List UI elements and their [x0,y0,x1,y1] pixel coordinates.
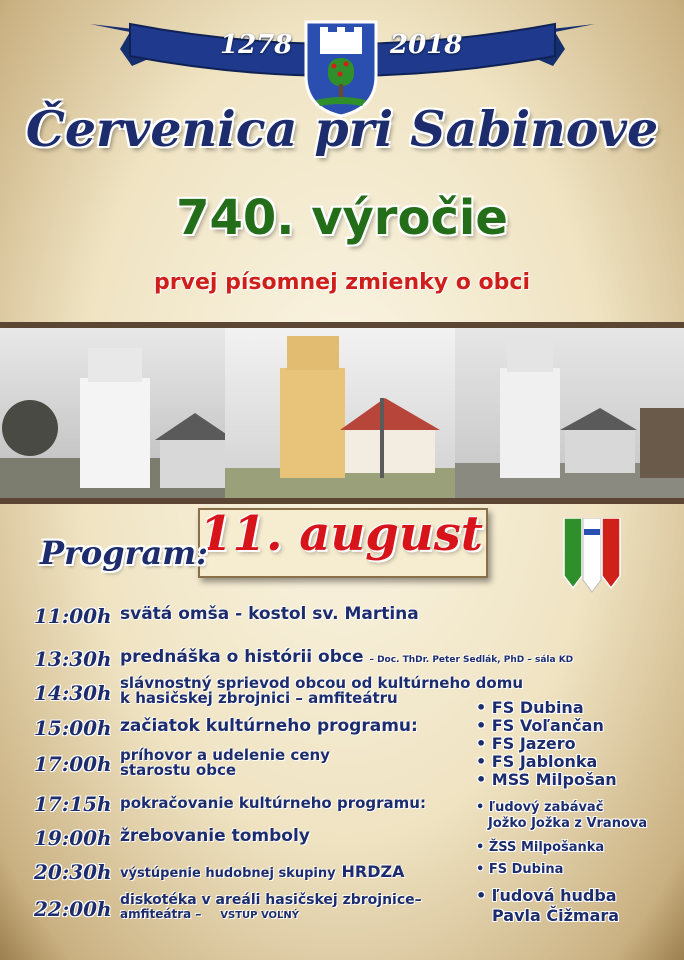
schedule-event [120,893,422,923]
schedule-event-detail: – Doc. ThDr. Peter Sedlák, PhD – sála KD [369,655,574,665]
program-label: Program: [40,534,208,572]
band-name: HRDZA [341,862,405,881]
schedule-event: svätá omša - kostol sv. Martina [120,604,419,624]
schedule-time: 22:00h [34,897,112,921]
schedule-event-line2: k hasičskej zbrojnici – amfiteátru [120,689,398,707]
schedule-event-line2: starostu obce [120,761,237,779]
schedule-event: pokračovanie kultúrneho programu: [120,794,426,812]
schedule-event: žrebovanie tomboly [120,826,310,846]
performer-group: • FS Voľančan [476,716,604,735]
performer-group-detail: Jožko Jožka z Vranova [488,816,648,831]
schedule-event [120,862,404,882]
schedule-event-title: prednáška o histórii obce [120,647,364,667]
schedule-event [120,647,573,667]
schedule-event-line1: slávnostný sprievod obcou od kultúrneho domu [120,674,524,692]
schedule-event [120,748,330,778]
schedule-time: 19:00h [34,826,112,850]
free-entry-note: VSTUP VOĽNÝ [220,910,300,921]
subtitle: prvej písomnej zmienky o obci [154,270,530,295]
schedule-event [120,676,523,706]
church-photo-bw-1 [0,328,235,498]
performer-group-detail: Pavla Čižmara [492,906,620,925]
schedule-time: 14:30h [34,681,112,705]
town-name-title: Červenica pri Sabinove [25,100,659,158]
performer-group: • ŽSS Milpošanka [476,840,604,855]
performer-group: • FS Dubina [476,698,584,717]
schedule-time: 13:30h [34,647,112,671]
year-start: 1278 [220,30,293,60]
schedule-time: 15:00h [34,716,112,740]
schedule-time: 17:15h [34,792,112,816]
church-photo-bw-2 [455,328,684,498]
performer-group: • FS Jablonka [476,752,597,771]
schedule-time: 20:30h [34,860,112,884]
schedule-event-line1: príhovor a udelenie ceny [120,746,330,764]
performer-group: • ľudový zabávač [476,800,603,815]
performer-group: • FS Jazero [476,734,576,753]
anniversary-heading: 740. výročie [176,190,508,246]
schedule-event: začiatok kultúrneho programu: [120,716,418,736]
schedule-time: 11:00h [34,604,112,628]
church-photo-color [225,328,465,498]
slovak-ribbon-icon [562,518,622,594]
schedule-event-title: výstúpenie hudobnej skupiny [120,866,336,881]
performer-group: • ľudová hudba [476,886,617,905]
photo-strip [0,322,684,504]
schedule-event-line1: diskotéka v areáli hasičskej zbrojnice– [120,892,422,908]
performer-group: • FS Dubina [476,862,563,877]
year-end: 2018 [390,30,463,60]
performer-group: • MSS Milpošan [476,770,617,789]
event-date: 11. august [199,506,483,562]
schedule-event-line2: amfiteátra – [120,907,202,921]
schedule-time: 17:00h [34,752,112,776]
